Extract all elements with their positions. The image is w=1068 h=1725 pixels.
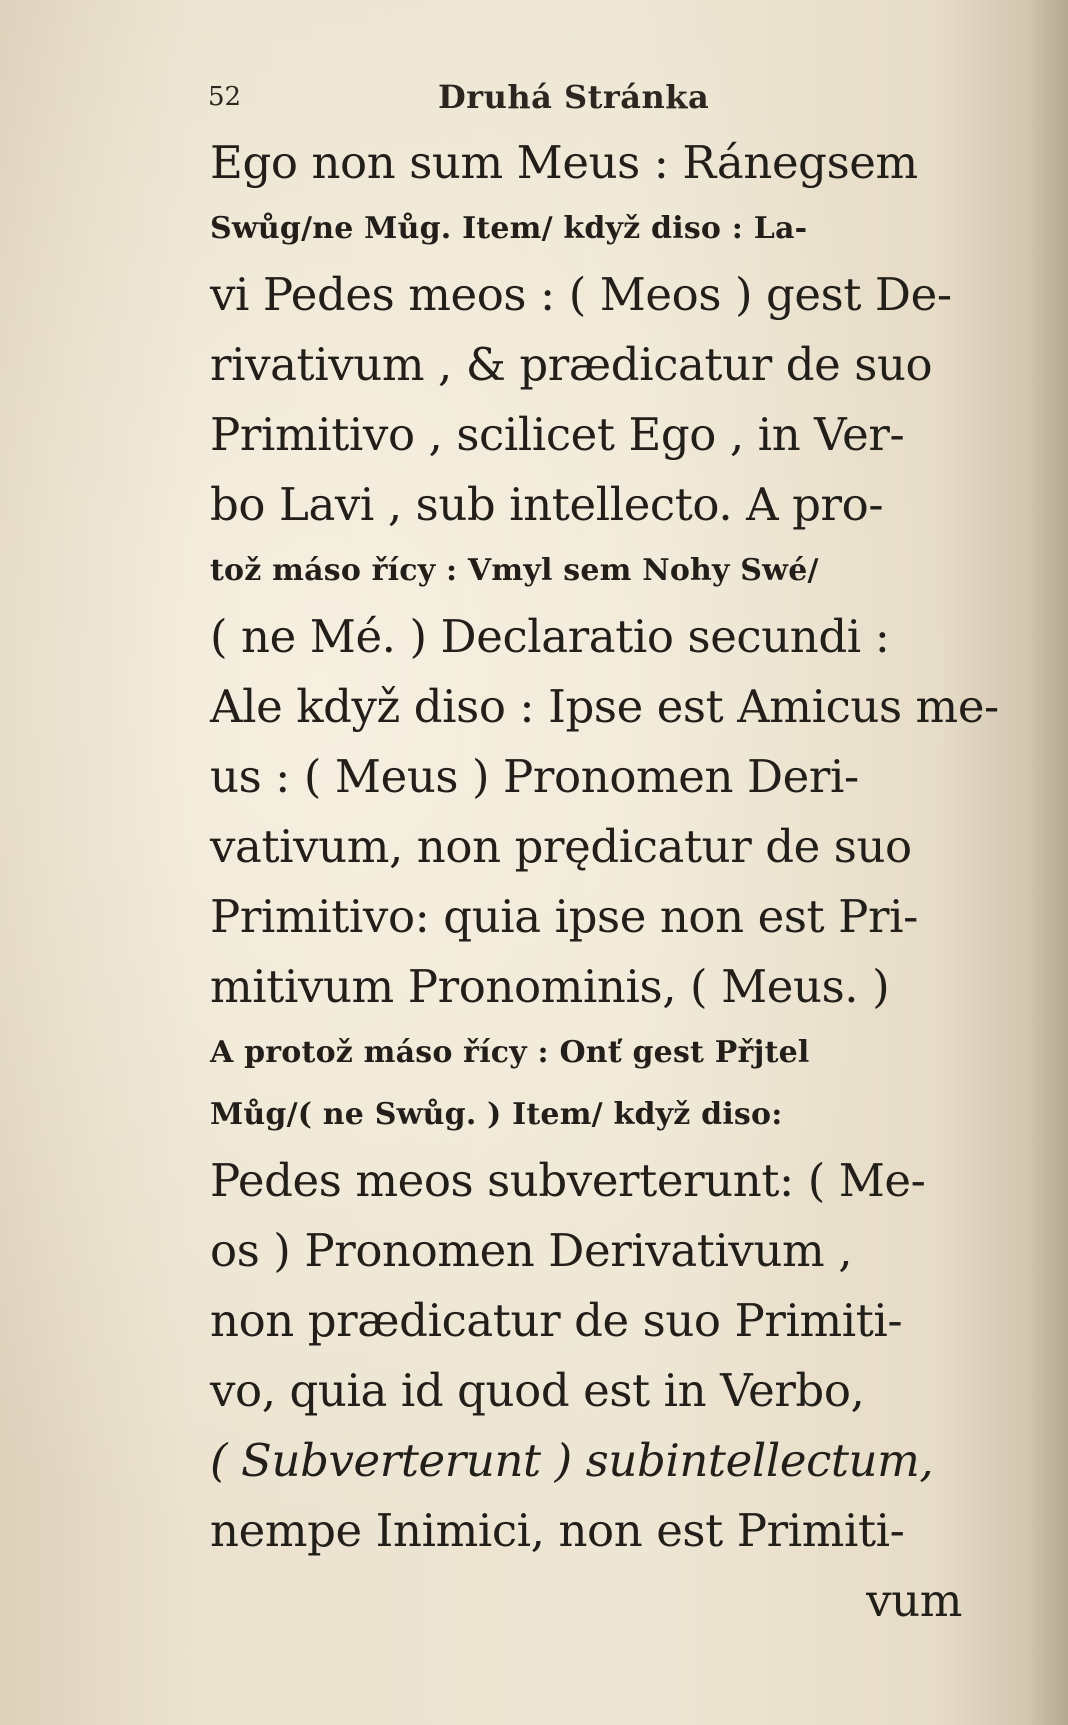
text-line: non prædicatur de suo Primiti- [210,1294,903,1347]
text-line: ( Subverterunt ) subintellectum, [210,1434,934,1487]
text-line: os ) Pronomen Derivativum , [210,1224,853,1277]
text-line: Ale když diso : Ipse est Amicus me- [210,680,999,733]
page-edge-shadow [1026,0,1068,1725]
page-header [208,78,968,118]
text-line: ( ne Mé. ) Declaratio secundi : [210,610,890,663]
text-line: vativum, non prędicatur de suo [210,820,912,873]
text-line: mitivum Pronominis, ( Meus. ) [210,960,890,1013]
text-line: Primitivo: quia ipse non est Pri- [210,890,918,943]
body-text [210,128,999,1636]
text-line: Můg/( ne Swůg. ) Item/ když diso: [210,1097,783,1132]
text-line: Swůg/ne Můg. Item/ když diso : La- [210,211,808,246]
text-line: vi Pedes meos : ( Meos ) gest De- [210,268,952,321]
text-line: Pedes meos subverterunt: ( Me- [210,1154,926,1207]
text-line: tož máso řícy : Vmyl sem Nohy Swé/ [210,553,819,588]
page-number: 52 [208,82,242,112]
text-line: Ego non sum Meus : Ránegsem [210,136,918,189]
text-line: nempe Inimici, non est Primiti- [210,1504,905,1557]
text-line: vo, quia id quod est in Verbo, [210,1364,865,1417]
text-line: us : ( Meus ) Pronomen Deri- [210,750,859,803]
text-line: rivativum , & prædicatur de suo [210,338,933,391]
text-line: A protož máso řícy : Onť gest Přjtel [210,1035,810,1070]
catchword: vum [866,1574,962,1627]
text-line: Primitivo , scilicet Ego , in Ver- [210,408,905,461]
running-head: Druhá Stránka [438,78,710,116]
text-line: bo Lavi , sub intellecto. A pro- [210,478,884,531]
